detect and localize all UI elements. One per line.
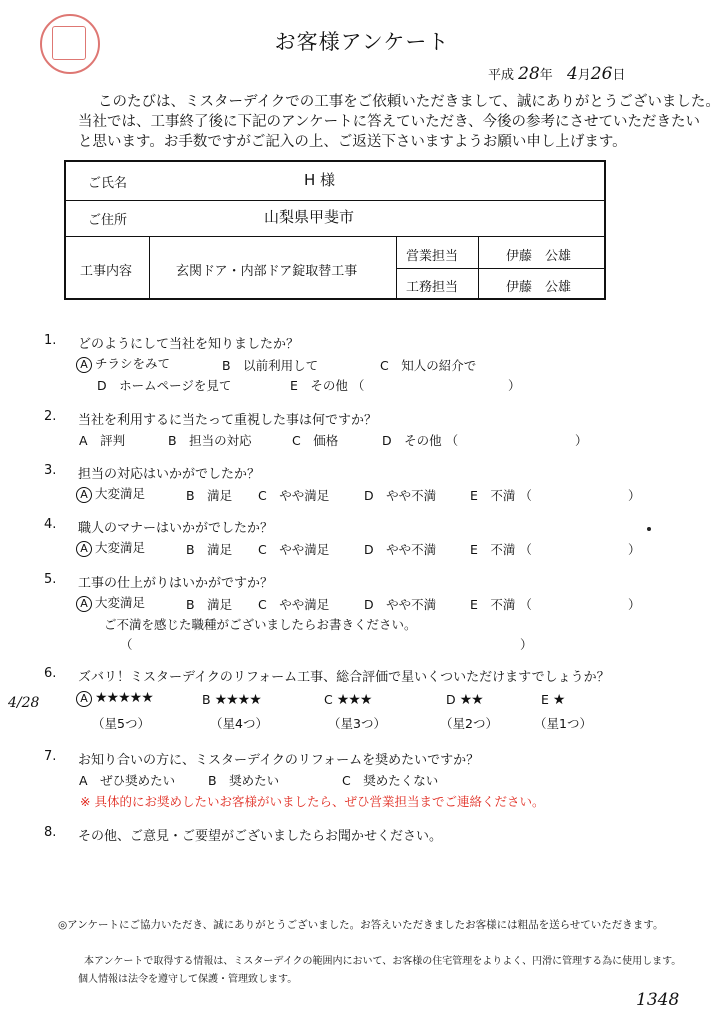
- footer-privacy-2: 個人情報は法令を遵守して保護・管理致します。: [78, 974, 298, 985]
- work-label: 工事内容: [80, 264, 133, 279]
- q4-option-a[interactable]: A 大変満足: [76, 538, 145, 557]
- q1-number: 1.: [44, 333, 57, 348]
- q5-text: 工事の仕上がりはいかがですか？: [78, 576, 274, 591]
- q1-text: どのようにして当社を知りましたか？: [78, 337, 300, 352]
- q4-close-paren: ）: [628, 542, 641, 557]
- q5-sub-close-paren: ）: [520, 637, 533, 652]
- table-divider: [66, 236, 604, 237]
- intro-line-1: このたびは、ミスターデイクでの工事をご依頼いただきまして、誠にありがとうございました。: [98, 94, 720, 110]
- selected-circle-icon: A: [76, 357, 92, 373]
- q5-sub-open-paren: （: [120, 637, 133, 652]
- intro-line-2: 当社では、工事終了後に下記のアンケートに答えていただき、今後の参考にさせていただきたい: [78, 114, 701, 130]
- q4-number: 4.: [44, 517, 57, 532]
- engineering-label: 工務担当: [406, 280, 459, 295]
- q1-option-c[interactable]: C 知人の紹介で: [380, 358, 477, 373]
- q6-option-e[interactable]: E ★: [541, 692, 565, 708]
- work-value: 玄関ドア・内部ドア錠取替工事: [176, 264, 358, 279]
- address-label: ご住所: [88, 213, 128, 228]
- date-year-suffix: 年: [539, 68, 553, 83]
- q6-option-c[interactable]: C ★★★: [324, 692, 372, 708]
- engineering-value: 伊藤 公雄: [506, 280, 572, 295]
- q5-close-paren: ）: [628, 597, 641, 612]
- document-number: 1348: [636, 990, 680, 1010]
- q6-number: 6.: [44, 666, 57, 681]
- sales-label: 営業担当: [406, 249, 459, 264]
- sales-value: 伊藤 公雄: [506, 249, 572, 264]
- intro-text: [78, 92, 720, 152]
- q2-option-b[interactable]: B 担当の対応: [168, 433, 252, 448]
- q5-option-e[interactable]: E 不満 （: [470, 597, 532, 612]
- q1-option-b[interactable]: B 以前利用して: [222, 358, 319, 373]
- q7-option-b[interactable]: B 奨めたい: [208, 773, 280, 788]
- q3-close-paren: ）: [628, 488, 641, 503]
- q3-option-d[interactable]: D やや不満: [364, 488, 437, 503]
- footer-thanks: ◎アンケートにご協力いただき、誠にありがとうございました。お答えいただきましたお客様には粗品を送らせていただきます。: [58, 919, 664, 931]
- q6-label-c: （星3つ）: [328, 716, 386, 731]
- q3-text: 担当の対応はいかがでしたか？: [78, 467, 261, 482]
- q6-text: ズバリ！ミスターデイクのリフォーム工事、総合評価で星いくついただけますでしょうか？: [78, 670, 610, 685]
- q4-option-c[interactable]: C やや満足: [258, 542, 330, 557]
- q7-option-a[interactable]: A ぜひ奨めたい: [79, 773, 176, 788]
- page-title: お客様アンケート: [274, 30, 450, 54]
- q6-option-d[interactable]: D ★★: [446, 692, 483, 708]
- date-month-suffix: 月: [577, 68, 591, 83]
- customer-info-table: [64, 160, 606, 300]
- q6-label-e: （星1つ）: [534, 716, 592, 731]
- address-value: 山梨県甲斐市: [264, 208, 355, 226]
- ink-dot: [647, 527, 651, 531]
- star-icon: ★: [552, 692, 565, 708]
- q6-label-b: （星4つ）: [210, 716, 268, 731]
- star-icon: ★★★★★: [95, 690, 153, 706]
- q2-text: 当社を利用するに当たって重視した事は何ですか？: [78, 413, 378, 428]
- selected-circle-icon: A: [76, 596, 92, 612]
- q4-option-d[interactable]: D やや不満: [364, 542, 437, 557]
- date-day: 26: [590, 64, 613, 84]
- q7-contact-note: ※ 具体的にお奨めしたいお客様がいましたら、ぜひ営業担当までご連絡ください。: [80, 794, 545, 809]
- q2-option-c[interactable]: C 価格: [292, 433, 339, 448]
- q3-option-c[interactable]: C やや満足: [258, 488, 330, 503]
- survey-date: [488, 64, 625, 84]
- selected-circle-icon: A: [76, 541, 92, 557]
- date-year: 28: [518, 64, 540, 84]
- name-label: ご氏名: [88, 176, 128, 191]
- q4-option-b[interactable]: B 満足: [186, 542, 233, 557]
- table-divider: [396, 236, 397, 298]
- table-divider: [396, 268, 604, 269]
- q4-text: 職人のマナーはいかがでしたか？: [78, 521, 274, 536]
- name-value: H 様: [304, 171, 336, 189]
- date-day-suffix: 日: [612, 68, 626, 83]
- q2-number: 2.: [44, 409, 57, 424]
- star-icon: ★★★: [336, 692, 372, 708]
- q7-number: 7.: [44, 749, 57, 764]
- q2-close-paren: ）: [575, 433, 588, 448]
- date-month: 4: [566, 64, 578, 84]
- intro-line-3: と思います。お手数ですがご記入の上、ご返送下さいますようお願い申し上げます。: [78, 134, 627, 150]
- q1-close-paren: ）: [508, 378, 521, 393]
- q1-option-d[interactable]: D ホームページを見て: [97, 378, 232, 393]
- q6-margin-note: 4/28: [8, 695, 40, 711]
- q6-label-a: （星5つ）: [92, 716, 150, 731]
- q5-option-d[interactable]: D やや不満: [364, 597, 437, 612]
- q1-option-a[interactable]: A チラシをみて: [76, 354, 170, 373]
- q2-option-d[interactable]: D その他 （: [382, 433, 459, 448]
- q5-option-b[interactable]: B 満足: [186, 597, 233, 612]
- selected-circle-icon: A: [76, 691, 92, 707]
- table-divider: [478, 236, 479, 298]
- q5-sub-text: ご不満を感じた職種がございましたらお書きください。: [104, 617, 417, 632]
- q7-option-c[interactable]: C 奨めたくない: [342, 773, 439, 788]
- q5-option-c[interactable]: C やや満足: [258, 597, 330, 612]
- q7-text: お知り合いの方に、ミスターデイクのリフォームを奨めたいですか？: [78, 753, 480, 768]
- star-icon: ★★: [459, 692, 483, 708]
- footer-privacy-1: 本アンケートで取得する情報は、ミスターデイクの範囲内において、お客様の住宅管理をよりよく、円滑に管理する為に使用します。: [84, 956, 682, 967]
- table-divider: [149, 236, 150, 298]
- table-divider: [66, 200, 604, 201]
- q8-text: その他、ご意見・ご要望がございましたらお聞かせください。: [78, 829, 443, 844]
- star-icon: ★★★★: [214, 692, 261, 708]
- selected-circle-icon: A: [76, 487, 92, 503]
- q3-option-e[interactable]: E 不満 （: [470, 488, 532, 503]
- date-era: 平成: [488, 68, 515, 83]
- q4-option-e[interactable]: E 不満 （: [470, 542, 532, 557]
- q5-option-a[interactable]: A 大変満足: [76, 593, 145, 612]
- q3-option-b[interactable]: B 満足: [186, 488, 233, 503]
- q5-number: 5.: [44, 572, 57, 587]
- q6-option-b[interactable]: B ★★★★: [202, 692, 261, 708]
- q3-number: 3.: [44, 463, 57, 478]
- q8-number: 8.: [44, 825, 57, 840]
- q6-option-a[interactable]: [76, 690, 153, 707]
- q1-option-e[interactable]: E その他 （: [290, 378, 365, 393]
- q2-option-a[interactable]: A 評判: [79, 433, 126, 448]
- q3-option-a[interactable]: A 大変満足: [76, 484, 145, 503]
- q6-label-d: （星2つ）: [440, 716, 498, 731]
